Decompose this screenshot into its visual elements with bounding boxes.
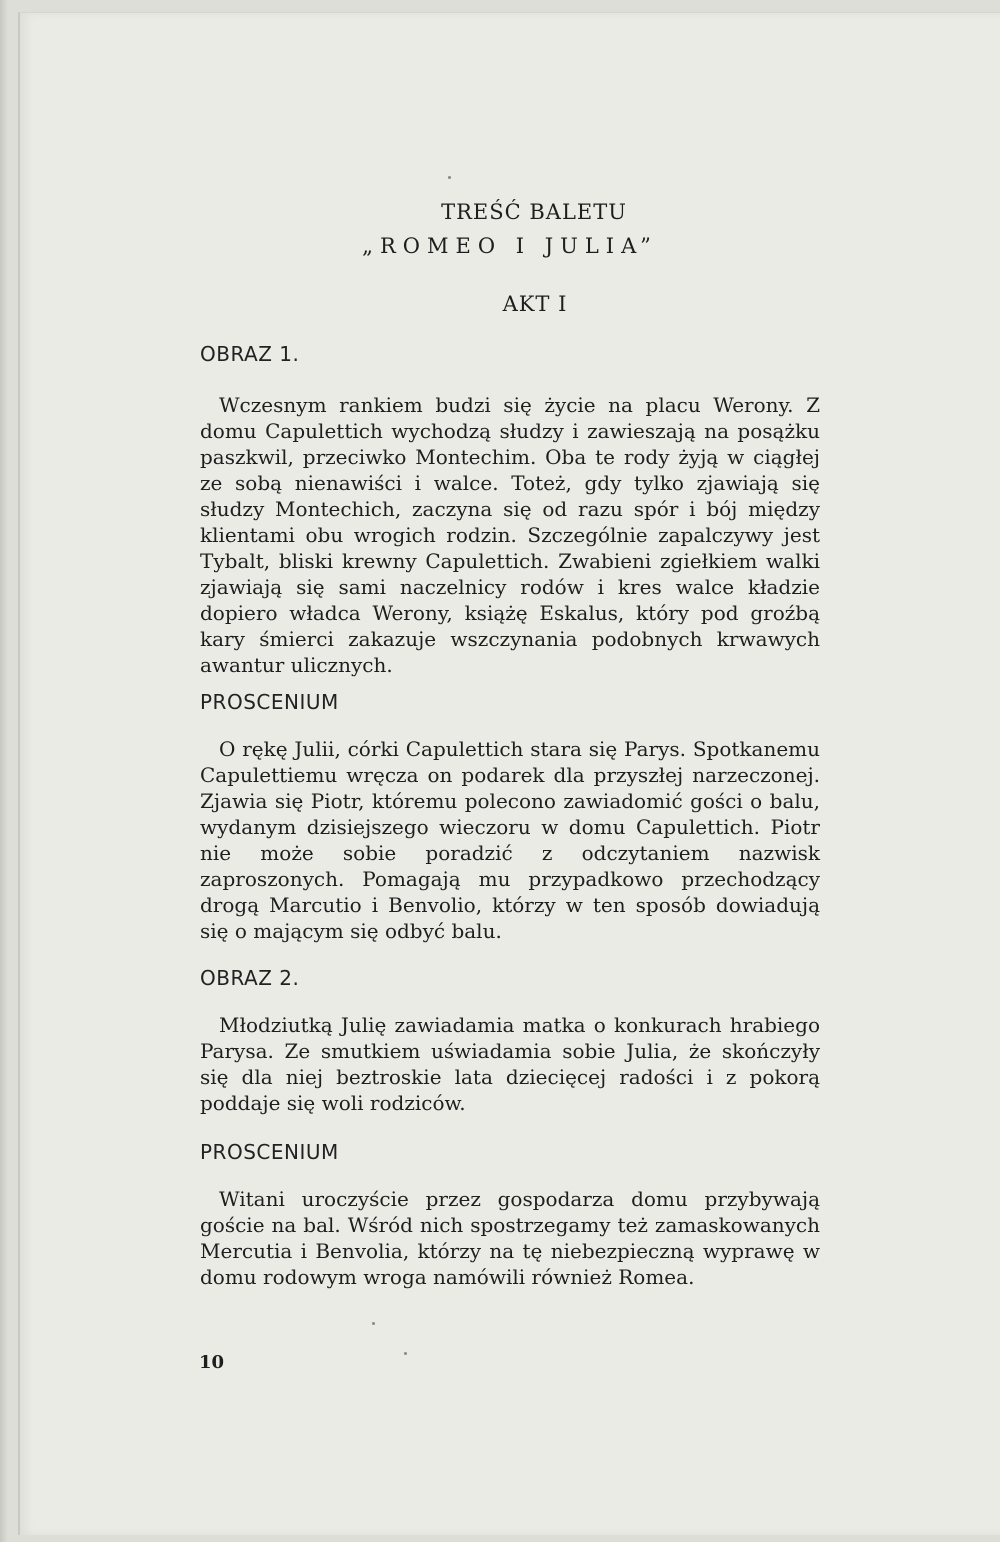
- section-heading-proscenium-1: PROSCENIUM: [200, 690, 339, 714]
- document-title: TREŚĆ BALETU: [441, 200, 627, 224]
- section-text-proscenium-2: Witani uroczyście przez gospodarza domu przybywają goście na bal. Wśród nich spostrzegamy też zamaskowanych Mercutia i Benvolia, którzy na tę niebezpieczną wyprawę w domu rodowym wroga namówili również Romea.: [200, 1187, 820, 1289]
- paper-speck: [448, 176, 451, 179]
- paper-speck: [372, 1322, 375, 1325]
- ballet-name: „ROMEO I JULIA”: [362, 234, 658, 258]
- section-heading-proscenium-2: PROSCENIUM: [200, 1140, 339, 1164]
- page-binding-edge: [0, 0, 8, 1542]
- section-text-proscenium-1: O rękę Julii, córki Capulettich stara się Parys. Spotkanemu Capulettiemu wręcza on podarek dla przyszłej narzeczonej. Zjawia się Piotr, któremu polecono zawiadomić gości o balu, wydanym dzisiejszego wieczoru w domu Capulettich. Piotr nie może sobie poradzić z odczytaniem nazwisk zaproszonych. Pomagają mu przypadkowo przechodzący drogą Marcutio i Benvolio, którzy w ten sposób dowiadują się o mającym się odbyć balu.: [200, 737, 820, 943]
- act-heading: AKT I: [502, 292, 568, 316]
- section-text-obraz-1: Wczesnym rankiem budzi się życie na placu Werony. Z domu Capulettich wychodzą słudzy i zawieszają na posążku paszkwil, przeciwko Montechim. Oba te rody żyją w ciągłej ze sobą nienawiści i walce. Toteż, gdy tylko zjawiają się słudzy Montechich, zaczyna się od razu spór i bój między klientami obu wrogich rodzin. Szczególnie zapalczywy jest Tybalt, bliski krewny Capulettich. Zwabieni zgiełkiem walki zjawiają się sami naczelnicy rodów i kres walce kładzie dopiero władca Werony, książę Eskalus, który pod groźbą kary śmierci zakazuje wszczynania podobnych krwawych awantur ulicznych.: [200, 393, 820, 677]
- page-number: 10: [199, 1352, 225, 1373]
- section-heading-obraz-2: OBRAZ 2.: [200, 966, 300, 990]
- section-heading-obraz-1: OBRAZ 1.: [200, 342, 300, 366]
- paper-speck: [404, 1352, 407, 1355]
- section-text-obraz-2: Młodziutką Julię zawiadamia matka o konkurach hrabiego Parysa. Ze smutkiem uświadamia sobie Julia, że skończyły się dla niej beztroskie lata dziecięcej radości i z pokorą poddaje się woli rodziców.: [200, 1013, 820, 1115]
